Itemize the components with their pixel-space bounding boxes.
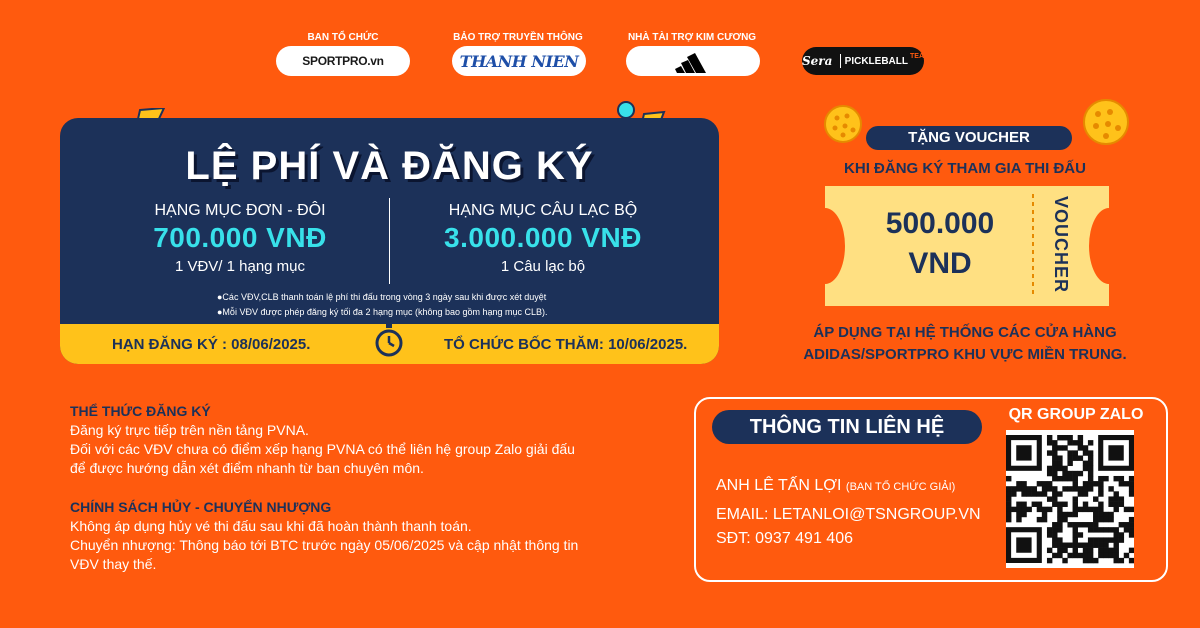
fee-note: ●Các VĐV,CLB thanh toán lệ phí thi đấu trong vòng 3 ngày sau khi được xét duyệt xyxy=(217,292,547,302)
voucher-subtitle: KHI ĐĂNG KÝ THAM GIA THI ĐẤU xyxy=(844,160,1086,177)
sportpro-logo xyxy=(276,46,410,76)
registration-method xyxy=(70,402,575,478)
voucher-side-label: VOUCHER xyxy=(1051,196,1071,294)
adidas-stripes-icon xyxy=(675,49,711,73)
method-heading: THỂ THỨC ĐĂNG KÝ xyxy=(70,403,211,419)
fee-notes xyxy=(217,290,548,320)
club-sub: 1 Câu lạc bộ xyxy=(500,258,586,275)
cancellation-policy xyxy=(70,498,578,574)
voucher-apply-line: ADIDAS/SPORTPRO KHU VỰC MIỀN TRUNG. xyxy=(803,346,1127,363)
adidas-logo xyxy=(626,46,760,76)
single-heading: HẠNG MỤC ĐƠN - ĐÔI xyxy=(154,202,326,219)
sera-pickleball-logo xyxy=(802,47,924,75)
qr-code-icon xyxy=(1006,430,1134,568)
method-line: Đối với các VĐV chưa có điểm xếp hạng PVNA có thể liên hệ group Zalo giải đấu xyxy=(70,441,575,457)
club-category xyxy=(393,202,693,275)
voucher-apply-line: ÁP DỤNG TẠI HỆ THỐNG CÁC CỬA HÀNG xyxy=(813,324,1117,341)
registration-deadline: HẠN ĐĂNG KÝ : 08/06/2025. xyxy=(112,336,311,353)
contact-email[interactable]: EMAIL: LETANLOI@TSNGROUP.VN xyxy=(716,506,981,523)
club-price: 3.000.000 VNĐ xyxy=(444,222,642,253)
fee-note: ●Mỗi VĐV được phép đăng ký tối đa 2 hạng mục (không bao gồm hạng mục CLB). xyxy=(217,307,548,317)
voucher-apply xyxy=(790,322,1140,366)
thanhnien-logo-text: THANH NIEN xyxy=(459,51,579,71)
sera-script-text: Sera xyxy=(802,54,833,68)
diamond-sponsor-label: NHÀ TÀI TRỢ KIM CƯƠNG xyxy=(627,32,757,43)
voucher-tag: TẶNG VOUCHER xyxy=(866,126,1072,150)
organizer-label: BAN TỔ CHỨC xyxy=(307,32,379,43)
single-price: 700.000 VNĐ xyxy=(153,222,327,253)
draw-date: TỔ CHỨC BỐC THĂM: 10/06/2025. xyxy=(444,336,688,353)
qr-label: QR GROUP ZALO xyxy=(1008,406,1144,423)
fee-title: LỆ PHÍ VÀ ĐĂNG KÝ xyxy=(185,144,594,188)
pickleball-ball-right-icon xyxy=(1070,94,1140,154)
voucher-amount-value: 500.000 xyxy=(885,207,995,240)
policy-heading: CHÍNH SÁCH HỦY - CHUYỂN NHƯỢNG xyxy=(70,499,332,515)
single-sub: 1 VĐV/ 1 hạng mục xyxy=(174,258,306,275)
contact-name: ANH LÊ TẤN LỢI xyxy=(716,477,842,494)
thanhnien-logo xyxy=(452,46,586,76)
contact-person xyxy=(716,477,955,495)
sportpro-logo-text: SPORTPRO.vn xyxy=(302,54,384,68)
method-line: Đăng ký trực tiếp trên nền tảng PVNA. xyxy=(70,422,309,438)
fee-panel xyxy=(60,118,719,364)
policy-line: Không áp dụng hủy vé thi đấu sau khi đã hoàn thành thanh toán. xyxy=(70,518,472,534)
voucher-amount xyxy=(852,204,1028,284)
policy-line: Chuyển nhượng: Thông báo tới BTC trước ngày 05/06/2025 và cập nhật thông tin xyxy=(70,537,579,553)
single-category xyxy=(90,202,390,275)
contact-phone[interactable]: SĐT: 0937 491 406 xyxy=(716,530,853,547)
pickleball-text: PICKLEBALL xyxy=(844,55,908,67)
column-divider xyxy=(389,198,390,284)
voucher-amount-currency: VND xyxy=(908,247,972,280)
media-label: BẢO TRỢ TRUYỀN THÔNG xyxy=(453,32,583,43)
contact-title: THÔNG TIN LIÊN HỆ xyxy=(712,410,982,444)
policy-line: VĐV thay thế. xyxy=(70,556,157,572)
zalo-qr-code[interactable] xyxy=(1006,430,1134,568)
method-line: để được hướng dẫn xét điểm nhanh từ ban chuyên môn. xyxy=(70,460,424,476)
stopwatch-icon xyxy=(374,324,404,358)
tea-tag: TEA xyxy=(910,53,924,60)
contact-role: (BAN TỔ CHỨC GIẢI) xyxy=(845,481,956,493)
club-heading: HẠNG MỤC CÂU LẠC BỘ xyxy=(448,202,638,219)
